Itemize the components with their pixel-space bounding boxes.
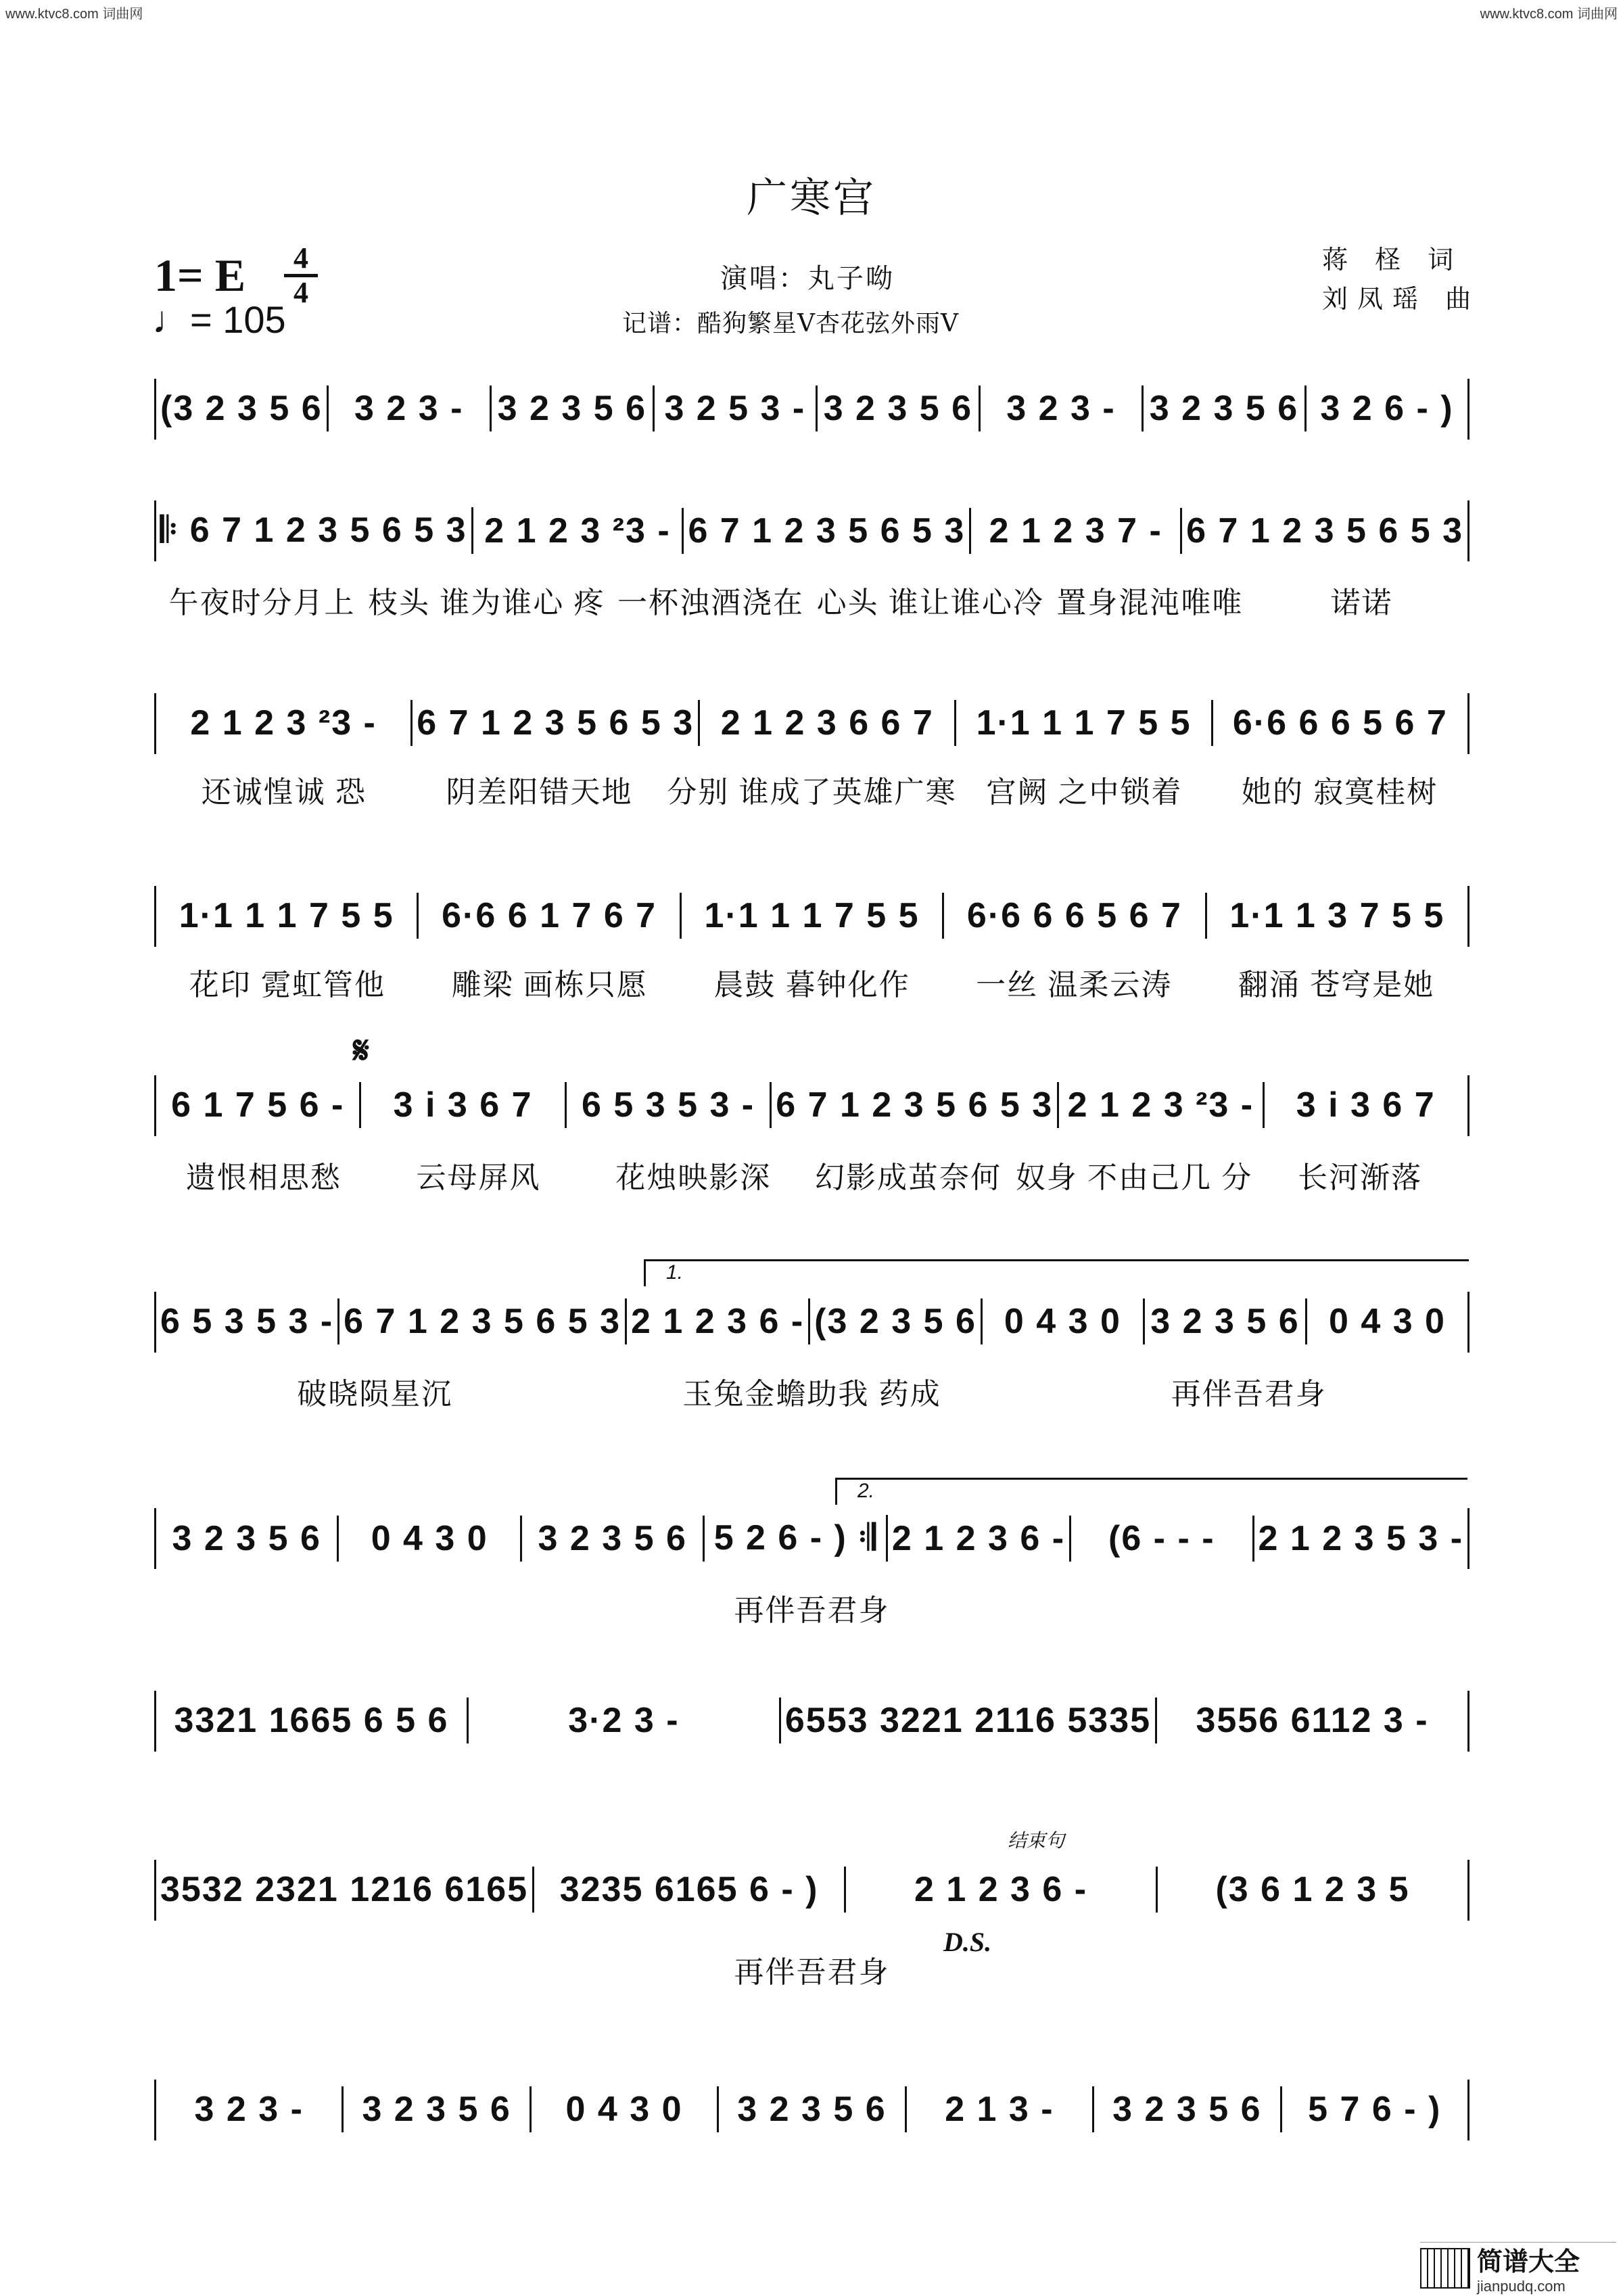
lyric-phrase: 分别 谁成了英雄广寒 — [667, 776, 957, 809]
volta-bracket-2: 2. — [835, 1478, 1467, 1505]
lyrics-line — [156, 768, 1467, 811]
measure: 2 1 2 3 6 - — [846, 1867, 1158, 1913]
measure: 1·1 1 1 7 5 5 — [682, 893, 944, 939]
measure: 0 4 3 0 — [532, 2086, 719, 2132]
measure: 1·1 1 1 7 5 5 — [156, 893, 419, 939]
singer-credit: 演唱：丸子呦 — [720, 263, 895, 294]
header-url-right: www.ktvc8.com 词曲网 — [1480, 7, 1618, 22]
composer-credit: 刘凤瑶 曲 — [1322, 284, 1481, 314]
lyric-phrase: 诺诺 — [1330, 586, 1393, 619]
score-row — [154, 1075, 1469, 1194]
measure: 6·6 6 6 5 6 7 — [1232, 703, 1448, 743]
score-row — [154, 1508, 1469, 1627]
measure: 3 i 3 6 7 — [361, 1082, 566, 1128]
measure: 3 2 3 5 6 — [1145, 1298, 1307, 1344]
notes-line — [156, 1515, 1467, 1562]
measure: 6·6 6 6 5 6 7 — [944, 893, 1206, 939]
measure: 6 7 1 2 3 5 6 5 3 — [684, 508, 971, 554]
lyric-phrase: 置身混沌唯唯 — [1056, 586, 1244, 619]
notes-line — [156, 1082, 1467, 1128]
lyric-phrase: 玉兔金蟾助我 药成 — [682, 1378, 941, 1411]
lyric-phrase: 晨鼓 暮钟化作 — [713, 968, 910, 1002]
measure: 3 2 3 5 6 — [1144, 385, 1307, 431]
notes-line — [156, 700, 1467, 746]
lyric-phrase: 午夜时分月上 — [168, 586, 356, 619]
lyric-phrase: 她的 寂寞桂树 — [1242, 776, 1438, 809]
notes-line — [156, 507, 1467, 554]
measure: 2 1 2 3 5 3 - — [1258, 1518, 1464, 1558]
lyric-phrase: 一丝 温柔云涛 — [976, 968, 1173, 1002]
lyric-phrase: 再伴吾君身 — [734, 1956, 890, 1989]
measure: 2 1 2 3 7 - — [971, 508, 1182, 554]
measure: 3 2 3 - — [981, 385, 1144, 431]
measure: 3 i 3 6 7 — [1296, 1085, 1436, 1125]
lyric-phrase: 再伴吾君身 — [734, 1594, 890, 1627]
score-row — [154, 693, 1469, 809]
logo-url: jianpudq.com — [1477, 2278, 1566, 2295]
lyricist-credit: 蒋 柽 词 — [1322, 245, 1463, 275]
measure: 6 1 7 5 6 - — [156, 1082, 361, 1128]
segno-sign: 𝄋 — [353, 1029, 370, 1071]
lyric-phrase: 花烛映影深 — [615, 1161, 772, 1194]
measure: 3321 1665 6 5 6 — [156, 1697, 469, 1743]
logo-title: 简谱大全 — [1477, 2248, 1580, 2276]
measure: 3 2 3 5 6 — [818, 385, 981, 431]
lyrics-line — [156, 1948, 1467, 1991]
lyrics-line — [156, 960, 1467, 1004]
lyric-phrase: 一杯浊酒浇在 — [617, 586, 805, 619]
key-signature: 1= E — [154, 250, 246, 301]
measure: 5 7 6 - ) — [1308, 2090, 1442, 2129]
measure: 3235 6165 6 - ) — [534, 1867, 846, 1913]
measure: 1·1 1 3 7 5 5 — [1229, 896, 1445, 935]
lyric-phrase: 翻涌 苍穹是她 — [1238, 968, 1435, 1002]
measure: 1·1 1 1 7 5 5 — [956, 700, 1213, 746]
measure: 6 5 3 5 3 - — [156, 1298, 339, 1344]
quarter-note-icon: ♩ — [152, 298, 190, 341]
lyrics-line — [156, 1586, 1467, 1629]
measure: 3 2 3 5 6 — [156, 1516, 339, 1562]
lyric-phrase: 再伴吾君身 — [1171, 1378, 1327, 1411]
score-row — [154, 1691, 1469, 1752]
tempo-marking — [152, 298, 286, 342]
dal-segno-sign: D.S. — [943, 1927, 992, 1957]
lyrics-line — [156, 578, 1467, 622]
measure: 0 4 3 0 — [1328, 1302, 1446, 1341]
score-row — [154, 1292, 1469, 1411]
measure: 6 7 1 2 3 5 6 5 3 — [413, 700, 700, 746]
lyric-phrase: 遗恨相思愁 — [185, 1161, 342, 1194]
site-logo — [1420, 2242, 1616, 2293]
volta-bracket-1: 1. — [644, 1259, 1469, 1286]
measure: 𝄆 6 7 1 2 3 5 6 5 3 — [156, 507, 473, 554]
measure: 3 2 3 5 6 — [344, 2086, 531, 2132]
notes-line — [156, 1697, 1467, 1743]
lyric-phrase: 宫阙 之中锁着 — [986, 776, 1183, 809]
measure: 3556 6112 3 - — [1196, 1701, 1429, 1740]
notes-line — [156, 1867, 1467, 1913]
notes-line — [156, 1298, 1467, 1344]
lyric-phrase: 雕梁 画栋只愿 — [451, 968, 648, 1002]
measure: 2 1 2 3 6 6 7 — [700, 700, 956, 746]
time-signature-bottom: 4 — [293, 276, 308, 309]
tempo-value: = 105 — [190, 298, 286, 341]
score-row — [154, 2080, 1469, 2140]
measure: 6·6 6 1 7 6 7 — [419, 893, 681, 939]
song-title: 广寒宫 — [747, 175, 876, 220]
measure: 3·2 3 - — [469, 1697, 781, 1743]
lyric-phrase: 花印 霓虹管他 — [189, 968, 386, 1002]
measure: 2 1 2 3 6 - — [627, 1298, 810, 1344]
measure: 6553 3221 2116 5335 — [781, 1697, 1157, 1743]
measure: 0 4 3 0 — [339, 1516, 521, 1562]
notes-line — [156, 385, 1467, 431]
time-signature-top: 4 — [293, 241, 308, 275]
measure: 3532 2321 1216 6165 — [156, 1867, 534, 1913]
measure: 2 1 3 - — [907, 2086, 1094, 2132]
piano-keys-icon — [1420, 2248, 1470, 2289]
measure: (3 6 1 2 3 5 — [1215, 1870, 1410, 1909]
notes-line — [156, 893, 1467, 939]
time-signature — [284, 241, 318, 309]
ending-label: 结束句 — [1008, 1830, 1065, 1851]
lyrics-line — [156, 1153, 1467, 1196]
measure: 3 2 3 5 6 — [719, 2086, 906, 2132]
measure: 3 2 3 5 6 — [492, 385, 655, 431]
measure: (3 2 3 5 6 — [810, 1298, 983, 1344]
header-url-left: www.ktvc8.com 词曲网 — [5, 7, 143, 22]
measure: 3 2 3 - — [329, 385, 492, 431]
measure: 2 1 2 3 ²3 - — [1059, 1082, 1264, 1128]
lyrics-line — [156, 1369, 1467, 1413]
score-row — [154, 886, 1469, 1002]
notator-credit: 记谱：酷狗繁星V杏花弦外雨V — [622, 310, 959, 337]
measure: 3 2 6 - ) — [1320, 389, 1454, 428]
measure: 6 5 3 5 3 - — [567, 1082, 772, 1128]
author-credits — [1322, 240, 1480, 319]
measure: 6 7 1 2 3 5 6 5 3 — [772, 1082, 1059, 1128]
lyric-phrase: 长河渐落 — [1298, 1161, 1423, 1194]
measure: 3 2 3 - — [156, 2086, 344, 2132]
measure: 3 2 3 5 6 — [522, 1516, 705, 1562]
lyric-phrase: 奴身 不由己几 分 — [1015, 1161, 1253, 1194]
measure: 3 2 5 3 - — [655, 385, 818, 431]
measure: (3 2 3 5 6 — [156, 385, 329, 431]
lyric-phrase: 幻影成茧奈何 — [814, 1161, 1002, 1194]
measure: 2 1 2 3 ²3 - — [156, 700, 413, 746]
measure: (6 - - - — [1071, 1516, 1254, 1562]
measure: 6 7 1 2 3 5 6 5 3 — [1186, 511, 1464, 550]
notes-line — [156, 2086, 1467, 2132]
lyric-phrase: 阴差阳错天地 — [446, 776, 633, 809]
lyric-phrase: 还诚惶诚 恐 — [201, 776, 367, 809]
lyric-phrase: 云母屏风 — [416, 1161, 541, 1194]
measure: 3 2 3 5 6 — [1094, 2086, 1281, 2132]
measure: 6 7 1 2 3 5 6 5 3 — [339, 1298, 627, 1344]
measure: 2 1 2 3 ²3 - — [473, 508, 684, 554]
score-row — [154, 500, 1469, 619]
score-row — [154, 379, 1469, 440]
measure: 0 4 3 0 — [983, 1298, 1145, 1344]
lyric-phrase: 破晓陨星沉 — [297, 1378, 453, 1411]
measure: 2 1 2 3 6 - — [888, 1516, 1071, 1562]
measure: 5 2 6 - ) 𝄇 — [705, 1515, 887, 1562]
lyric-phrase: 枝头 谁为谁心 疼 — [368, 586, 605, 619]
lyric-phrase: 心头 谁让谁心冷 — [816, 586, 1044, 619]
